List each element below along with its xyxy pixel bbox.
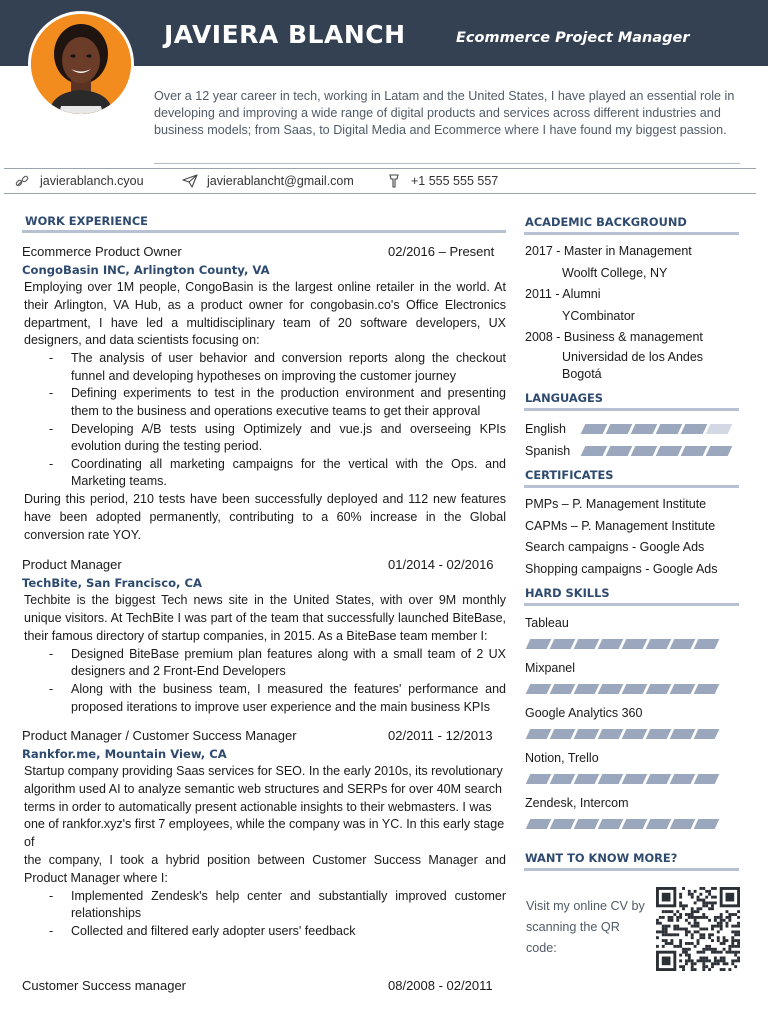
job-company: TechBite, San Francisco, CA <box>22 576 202 591</box>
job-dates: 02/2016 – Present <box>388 244 495 259</box>
level-segment <box>694 684 720 694</box>
job-dates: 08/2008 - 02/2011 <box>388 978 493 993</box>
skill-level-bar <box>528 819 740 829</box>
job-entry <box>22 978 506 996</box>
hard-skills-divider <box>524 603 739 606</box>
level-segment <box>656 446 683 456</box>
level-segment <box>598 684 624 694</box>
level-segment <box>706 446 733 456</box>
level-segment <box>646 684 672 694</box>
job-role: Product Manager <box>22 557 122 573</box>
list-item: - Along with the business team, I measured the features' performance and proposed iterations to improve user experience and the main business KPIs <box>24 681 506 716</box>
job-role: Customer Success manager <box>22 978 187 993</box>
job-entry <box>22 244 506 544</box>
language-row <box>525 418 740 440</box>
level-segment <box>574 774 600 784</box>
level-segment <box>694 774 720 784</box>
level-segment <box>606 446 633 456</box>
skill-level-bar <box>528 684 740 694</box>
level-segment <box>526 684 552 694</box>
profile-summary: Over a 12 year career in tech, working in Latam and the United States, I have played an essential role in developing and improving a wide range of digital products and services across different industries and business models; from Saas, to Digital Media and Ecommerce where I have found my biggest passion. <box>154 89 735 137</box>
level-segment <box>598 639 624 649</box>
job-outro: During this period, 210 tests have been successfully deployed and 112 new features have been adopted permanently, contributing to a 60% increase in the Global conversion rate YOY. <box>24 491 506 542</box>
cta-title: WANT TO KNOW MORE? <box>525 851 678 865</box>
level-segment <box>622 774 648 784</box>
avatar-portrait-icon <box>31 14 131 114</box>
language-row <box>525 440 740 462</box>
hard-skills-title: HARD SKILLS <box>525 586 610 600</box>
summary-divider <box>154 163 740 164</box>
level-segment <box>550 819 576 829</box>
level-segment <box>694 729 720 739</box>
academic-divider <box>524 232 739 235</box>
language-level-bar <box>583 446 730 456</box>
level-segment <box>581 446 608 456</box>
level-segment <box>646 774 672 784</box>
skill-name: Mixpanel <box>525 661 576 675</box>
certificates-divider <box>524 485 739 488</box>
certificate-item: Shopping campaigns - Google Ads <box>525 561 718 576</box>
skill-name: Tableau <box>525 616 569 630</box>
hard-skills-section <box>525 616 740 841</box>
skill-name: Google Analytics 360 <box>525 706 643 720</box>
level-segment <box>622 639 648 649</box>
languages-section <box>525 418 740 462</box>
academic-title: ACADEMIC BACKGROUND <box>525 215 687 229</box>
academic-school: Woolft College, NY <box>562 265 668 280</box>
level-segment <box>681 446 708 456</box>
phone-text: +1 555 555 557 <box>411 174 499 188</box>
list-item: - Collected and filtered early adopter users' feedback <box>24 923 506 938</box>
job-company: Rankfor.me, Mountain View, CA <box>22 747 227 762</box>
job-intro: Techbite is the biggest Tech news site in the United States, with over 9M monthly unique visitors. At TechBite I was part of the team that successfully launched BiteBase, their famous directory of startup companies, in 2015. As a BiteBase team member I: <box>24 593 506 643</box>
level-segment <box>670 774 696 784</box>
level-segment <box>574 684 600 694</box>
language-name: English <box>525 422 566 436</box>
certificates-title: CERTIFICATES <box>525 468 614 482</box>
level-segment <box>681 424 708 434</box>
job-role: Ecommerce Product Owner <box>22 244 182 259</box>
cta-divider <box>524 868 739 871</box>
candidate-role: Ecommerce Project Manager <box>456 30 690 46</box>
level-segment <box>694 819 720 829</box>
level-segment <box>631 424 658 434</box>
contact-website[interactable] <box>15 174 144 188</box>
level-segment <box>598 729 624 739</box>
level-segment <box>574 819 600 829</box>
paper-plane-icon <box>182 174 198 188</box>
list-item: - The analysis of user behavior and conversion reports along the checkout funnel and developing hypotheses on improving the customer journey <box>24 350 506 385</box>
job-company: CongoBasin INC, Arlington County, VA <box>22 263 270 277</box>
skill-level-bar <box>528 729 740 739</box>
level-segment <box>646 639 672 649</box>
language-level-bar <box>583 424 730 434</box>
job-intro-continued: the company, I took a hybrid position between Customer Success Manager and Product Manager where I: <box>24 853 506 885</box>
certificate-item: Search campaigns - Google Ads <box>525 540 705 554</box>
level-segment <box>526 639 552 649</box>
level-segment <box>606 424 633 434</box>
level-segment <box>670 729 696 739</box>
avatar <box>28 11 134 117</box>
phone-icon <box>386 174 402 188</box>
academic-degree: 2017 - Master in Management <box>525 244 692 258</box>
contact-email[interactable] <box>182 174 354 188</box>
job-intro: Startup company providing Saas services for SEO. In the early 2010s, its revolutionary algorithm used AI to analyze semantic web structures and SERPs for over 40M search terms in order to automatically present actionable insights to their webmasters. I was one of rankfor.xyz's first 7 employees, while the company was in YC. In this early stage of <box>24 764 505 850</box>
work-experience-divider <box>22 230 506 233</box>
job-entry <box>22 728 506 938</box>
level-segment <box>670 819 696 829</box>
level-segment <box>646 729 672 739</box>
list-item: - Coordinating all marketing campaigns for the vertical with the Ops. and Marketing teams. <box>24 456 506 491</box>
level-segment <box>550 774 576 784</box>
academic-school: Universidad de los Andes <box>562 349 704 364</box>
language-name: Spanish <box>525 444 571 458</box>
certificate-item: PMPs – P. Management Institute <box>525 497 707 511</box>
academic-section <box>525 241 740 383</box>
level-segment <box>631 446 658 456</box>
academic-degree: 2008 - Business & management <box>525 330 703 344</box>
qr-code-icon[interactable] <box>655 887 741 971</box>
level-segment <box>598 819 624 829</box>
level-segment <box>526 729 552 739</box>
job-entry <box>22 557 506 716</box>
level-segment <box>656 424 683 434</box>
level-segment <box>622 729 648 739</box>
skill-name: Zendesk, Intercom <box>525 796 629 810</box>
website-text: javierablanch.cyou <box>40 174 144 188</box>
list-item: - Designed BiteBase premium plan features along with a small team of 2 UX designers and 2 Front-End Developers <box>24 646 506 681</box>
level-segment <box>622 819 648 829</box>
level-segment <box>574 729 600 739</box>
work-experience-section <box>22 244 506 946</box>
job-intro: Employing over 1M people, CongoBasin is the largest online retailer in the world. At their Arlington, VA Hub, as a product owner for congobasin.co's Office Electronics department, I have led a multidisciplinary team of 20 software developers, UX designers, and data scientists focusing on: <box>24 280 506 348</box>
languages-divider <box>524 408 739 411</box>
academic-school-city: Bogotá <box>562 366 602 381</box>
contact-bar <box>4 168 756 194</box>
candidate-name: JAVIERA BLANCH <box>164 20 406 49</box>
academic-school: YCombinator <box>562 308 635 323</box>
job-bullets <box>24 888 506 938</box>
level-segment <box>670 639 696 649</box>
level-segment <box>550 684 576 694</box>
job-bullets <box>24 646 506 716</box>
list-item: - Developing A/B tests using Optimizely and vue.js and overseeing KPIs evolution during the testing period. <box>24 421 506 456</box>
level-segment <box>581 424 608 434</box>
cta-text: Visit my online CV by scanning the QR code: <box>526 899 645 955</box>
job-role: Product Manager / Customer Success Manager <box>22 728 297 744</box>
academic-degree: 2011 - Alumni <box>525 287 601 301</box>
job-bullets <box>24 350 506 491</box>
level-segment <box>694 639 720 649</box>
level-segment <box>526 774 552 784</box>
work-experience-title: WORK EXPERIENCE <box>25 214 148 228</box>
level-segment <box>598 774 624 784</box>
skill-level-bar <box>528 639 740 649</box>
level-segment <box>550 729 576 739</box>
email-text: javierablancht@gmail.com <box>207 174 354 188</box>
skill-level-bar <box>528 774 740 784</box>
level-segment <box>622 684 648 694</box>
job-dates: 02/2011 - 12/2013 <box>388 728 493 744</box>
skill-name: Notion, Trello <box>525 751 599 765</box>
level-segment <box>526 819 552 829</box>
level-segment <box>550 639 576 649</box>
contact-phone[interactable] <box>386 174 498 188</box>
languages-title: LANGUAGES <box>525 391 604 405</box>
certificate-item: CAPMs – P. Management Institute <box>525 518 716 533</box>
job-dates: 01/2014 - 02/2016 <box>388 557 494 573</box>
list-item: - Implemented Zendesk's help center and substantially improved customer relationships <box>24 888 506 923</box>
level-segment <box>706 424 733 434</box>
level-segment <box>646 819 672 829</box>
certificates-section <box>525 494 740 580</box>
level-segment <box>574 639 600 649</box>
level-segment <box>670 684 696 694</box>
list-item: - Defining experiments to test in the production environment and presenting them to the business and operations executive teams to get their approval <box>24 385 506 420</box>
link-icon <box>15 174 31 188</box>
